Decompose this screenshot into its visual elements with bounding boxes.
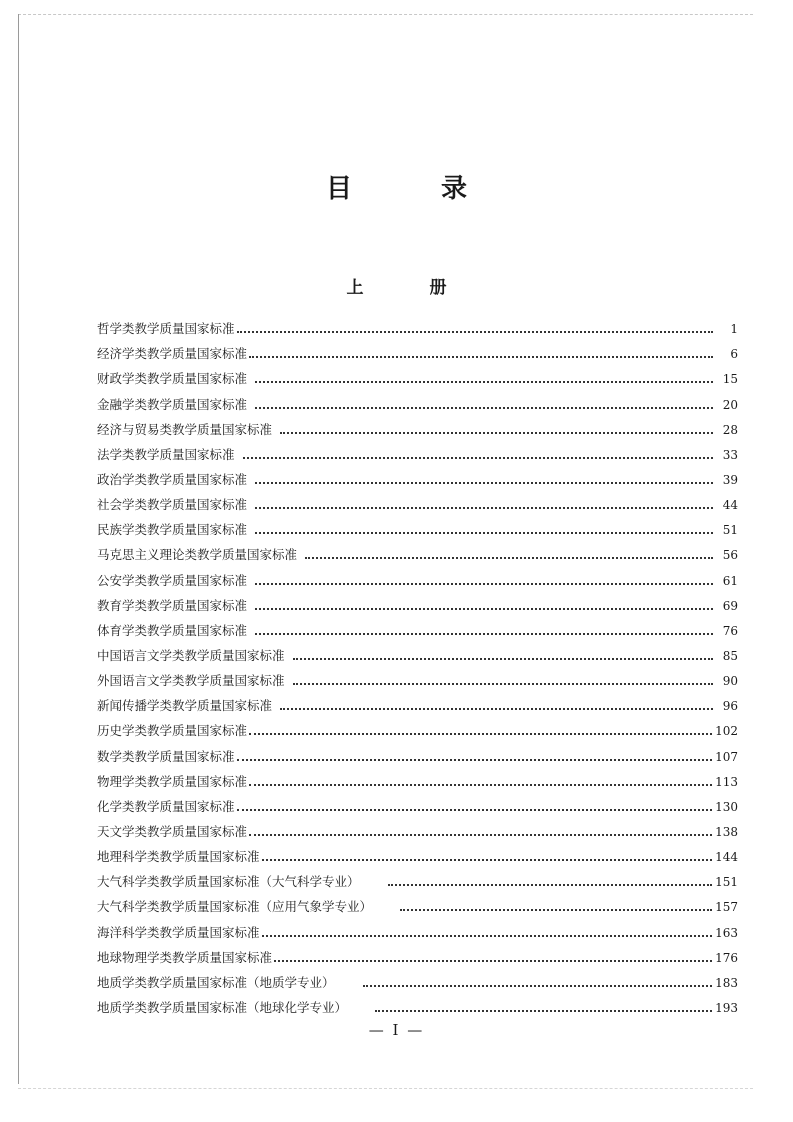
- toc-entry-title: 数学类教学质量国家标准: [97, 748, 235, 764]
- dot-leader: [249, 834, 712, 836]
- toc-entry[interactable]: [97, 715, 738, 740]
- toc-entry-page: 96: [722, 699, 738, 714]
- toc-entry-title: 经济与贸易类教学质量国家标准: [97, 421, 273, 437]
- toc-entry-title: 地质学类教学质量国家标准（地球化学专业）: [97, 999, 348, 1015]
- toc-entry[interactable]: [97, 665, 738, 690]
- toc-entry-page: 33: [722, 447, 738, 462]
- toc-entry-title: 地球物理学类教学质量国家标准: [97, 949, 273, 965]
- dot-leader: [237, 759, 713, 761]
- toc-entry-page: 6: [730, 347, 738, 362]
- toc-entry-title: 教育学类教学质量国家标准: [97, 597, 248, 613]
- dot-leader: [255, 407, 713, 409]
- dot-leader: [249, 733, 712, 735]
- toc-entry-title: 民族学类教学质量国家标准: [97, 522, 248, 538]
- toc-entry-page: 107: [715, 749, 738, 764]
- toc-entry[interactable]: [97, 313, 738, 338]
- toc-entry-title: 地理科学类教学质量国家标准: [97, 849, 260, 865]
- toc-entry[interactable]: [97, 590, 738, 615]
- toc-entry-page: 56: [722, 548, 738, 563]
- table-of-contents: [97, 313, 738, 1017]
- toc-entry-page: 44: [722, 498, 738, 513]
- toc-entry-page: 90: [722, 674, 738, 689]
- toc-entry-page: 163: [715, 925, 738, 940]
- dot-leader: [255, 482, 713, 484]
- dot-leader: [237, 331, 713, 333]
- toc-entry-page: 76: [722, 623, 738, 638]
- toc-entry-page: 130: [715, 799, 738, 814]
- dot-leader: [255, 507, 713, 509]
- toc-entry[interactable]: [97, 967, 738, 992]
- toc-entry-page: 183: [715, 975, 738, 990]
- toc-entry-title: 历史学类教学质量国家标准: [97, 723, 248, 739]
- toc-entry[interactable]: [97, 514, 738, 539]
- toc-entry[interactable]: [97, 615, 738, 640]
- toc-entry-title: 体育学类教学质量国家标准: [97, 622, 248, 638]
- dot-leader: [255, 583, 713, 585]
- toc-entry-title: 天文学类教学质量国家标准: [97, 823, 248, 839]
- toc-entry-title: 物理学类教学质量国家标准: [97, 773, 248, 789]
- toc-entry-title: 中国语言文学类教学质量国家标准: [97, 647, 285, 663]
- toc-entry-page: 176: [715, 950, 738, 965]
- toc-entry[interactable]: [97, 414, 738, 439]
- dot-leader: [274, 960, 712, 962]
- toc-entry-title: 地质学类教学质量国家标准（地质学专业）: [97, 974, 335, 990]
- dot-leader: [237, 809, 713, 811]
- dot-leader: [255, 608, 713, 610]
- toc-entry-page: 20: [722, 397, 738, 412]
- toc-entry[interactable]: [97, 992, 738, 1017]
- dot-leader: [280, 708, 713, 710]
- dot-leader: [375, 1010, 712, 1012]
- toc-entry-title: 大气科学类教学质量国家标准（应用气象学专业）: [97, 899, 373, 915]
- toc-entry-title: 公安学类教学质量国家标准: [97, 572, 248, 588]
- dot-leader: [262, 935, 713, 937]
- toc-entry-title: 法学类教学质量国家标准: [97, 446, 235, 462]
- toc-entry[interactable]: [97, 891, 738, 916]
- toc-entry-title: 化学类教学质量国家标准: [97, 798, 235, 814]
- toc-entry-page: 69: [722, 598, 738, 613]
- toc-entry-title: 海洋科学类教学质量国家标准: [97, 924, 260, 940]
- scan-bottom-edge: [18, 1088, 753, 1089]
- toc-entry[interactable]: [97, 388, 738, 413]
- dot-leader: [255, 633, 713, 635]
- toc-entry[interactable]: [97, 640, 738, 665]
- toc-entry[interactable]: [97, 816, 738, 841]
- toc-entry[interactable]: [97, 841, 738, 866]
- toc-entry[interactable]: [97, 916, 738, 941]
- toc-entry-title: 政治学类教学质量国家标准: [97, 471, 248, 487]
- toc-entry[interactable]: [97, 866, 738, 891]
- toc-entry-title: 马克思主义理论类教学质量国家标准: [97, 547, 298, 563]
- toc-entry[interactable]: [97, 439, 738, 464]
- volume-heading: 上 册: [346, 278, 477, 299]
- page-title: 目 录: [325, 174, 508, 205]
- toc-entry[interactable]: [97, 791, 738, 816]
- scan-top-edge: [18, 14, 753, 15]
- toc-entry-title: 社会学类教学质量国家标准: [97, 497, 248, 513]
- toc-entry-page: 28: [722, 422, 738, 437]
- toc-entry[interactable]: [97, 363, 738, 388]
- toc-entry[interactable]: [97, 942, 738, 967]
- toc-entry[interactable]: [97, 464, 738, 489]
- toc-entry-page: 113: [715, 774, 738, 789]
- toc-entry[interactable]: [97, 539, 738, 564]
- toc-entry[interactable]: [97, 564, 738, 589]
- toc-entry-page: 151: [715, 875, 738, 890]
- toc-entry-page: 193: [715, 1000, 738, 1015]
- toc-entry-page: 138: [715, 824, 738, 839]
- dot-leader: [280, 432, 713, 434]
- dot-leader: [305, 557, 713, 559]
- toc-entry-title: 财政学类教学质量国家标准: [97, 371, 248, 387]
- dot-leader: [400, 909, 712, 911]
- dot-leader: [293, 658, 713, 660]
- dot-leader: [249, 356, 713, 358]
- toc-entry-page: 51: [722, 523, 738, 538]
- toc-entry-page: 1: [730, 322, 738, 337]
- toc-entry-title: 外国语言文学类教学质量国家标准: [97, 673, 285, 689]
- toc-entry-page: 15: [722, 372, 738, 387]
- toc-entry-page: 157: [715, 900, 738, 915]
- dot-leader: [363, 985, 713, 987]
- toc-entry-title: 新闻传播学类教学质量国家标准: [97, 698, 273, 714]
- toc-entry[interactable]: [97, 690, 738, 715]
- toc-entry-title: 大气科学类教学质量国家标准（大气科学专业）: [97, 874, 360, 890]
- toc-entry-title: 金融学类教学质量国家标准: [97, 396, 248, 412]
- dot-leader: [262, 859, 713, 861]
- dot-leader: [388, 884, 713, 886]
- page-number: — I —: [368, 1021, 425, 1039]
- toc-entry-page: 102: [715, 724, 738, 739]
- toc-entry-title: 经济学类教学质量国家标准: [97, 346, 248, 362]
- dot-leader: [243, 457, 713, 459]
- dot-leader: [255, 532, 713, 534]
- toc-entry-page: 144: [715, 850, 738, 865]
- toc-entry[interactable]: [97, 338, 738, 363]
- toc-entry-page: 85: [722, 648, 738, 663]
- dot-leader: [249, 784, 712, 786]
- toc-entry[interactable]: [97, 489, 738, 514]
- dot-leader: [255, 381, 713, 383]
- toc-entry-page: 39: [722, 472, 738, 487]
- toc-entry-page: 61: [722, 573, 738, 588]
- toc-entry[interactable]: [97, 740, 738, 765]
- dot-leader: [293, 683, 713, 685]
- toc-entry-title: 哲学类教学质量国家标准: [97, 321, 235, 337]
- toc-entry[interactable]: [97, 766, 738, 791]
